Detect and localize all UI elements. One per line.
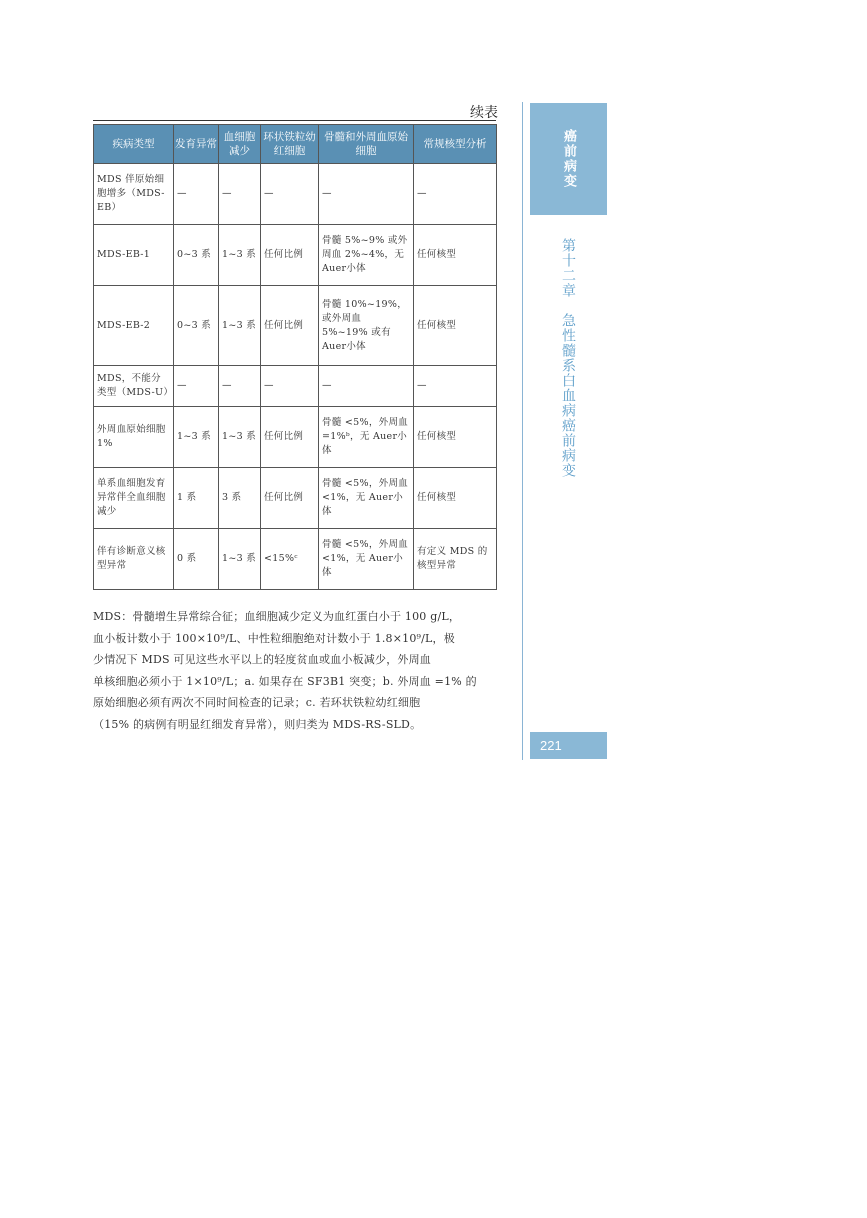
- cell-dysplasia: 1 系: [174, 468, 219, 529]
- cell-blasts: 骨髓 5%~9% 或外周血 2%~4%，无 Auer小体: [319, 225, 414, 286]
- cell-blasts: 骨髓 <5%，外周血 <1%，无 Auer小体: [319, 468, 414, 529]
- table-footnotes: [93, 606, 496, 735]
- table-header-row: [94, 125, 497, 164]
- cell-ring-sideroblasts: 任何比例: [261, 468, 319, 529]
- cell-karyotype: —: [414, 366, 497, 407]
- cell-cytopenia: —: [219, 164, 261, 225]
- header-cytopenia: 血细胞减少: [219, 125, 261, 164]
- cell-disease-type: MDS-EB-1: [94, 225, 174, 286]
- cell-karyotype: 任何核型: [414, 468, 497, 529]
- cell-cytopenia: 1~3 系: [219, 225, 261, 286]
- header-disease-type: 疾病类型: [94, 125, 174, 164]
- cell-disease-type: MDS 伴原始细胞增多（MDS-EB）: [94, 164, 174, 225]
- cell-ring-sideroblasts: —: [261, 366, 319, 407]
- table-row: [94, 225, 497, 286]
- cell-blasts: —: [319, 164, 414, 225]
- table-row: [94, 366, 497, 407]
- table-row: [94, 529, 497, 590]
- chapter-title: 第十二章 急性髓系白血病癌前病变: [560, 238, 576, 478]
- footnote-line: 单核细胞必须小于 1×10⁹/L；a. 如果存在 SF3B1 突变；b. 外周血 =1% 的: [93, 674, 477, 688]
- cell-karyotype: 任何核型: [414, 225, 497, 286]
- cell-blasts: 骨髓 <5%，外周血 <1%，无 Auer小体: [319, 529, 414, 590]
- header-blasts: 骨髓和外周血原始细胞: [319, 125, 414, 164]
- cell-cytopenia: 3 系: [219, 468, 261, 529]
- header-ring-sideroblasts: 环状铁粒幼红细胞: [261, 125, 319, 164]
- table-row: [94, 164, 497, 225]
- cell-ring-sideroblasts: 任何比例: [261, 286, 319, 366]
- cell-blasts: 骨髓 <5%，外周血 =1%ᵇ，无 Auer小体: [319, 407, 414, 468]
- page-number: 221: [530, 732, 607, 759]
- continued-label: 续表: [470, 105, 498, 121]
- cell-dysplasia: —: [174, 366, 219, 407]
- cell-disease-type: MDS-EB-2: [94, 286, 174, 366]
- cell-disease-type: 单系血细胞发育异常伴全血细胞减少: [94, 468, 174, 529]
- mds-classification-table: [93, 124, 497, 590]
- cell-dysplasia: 0~3 系: [174, 286, 219, 366]
- footnote-line: 原始细胞必须有两次不同时间检查的记录；c. 若环状铁粒幼红细胞: [93, 696, 421, 709]
- cell-dysplasia: 0 系: [174, 529, 219, 590]
- margin-divider: [522, 102, 523, 760]
- header-dysplasia: 发育异常: [174, 125, 219, 164]
- header-karyotype: 常规核型分析: [414, 125, 497, 164]
- cell-ring-sideroblasts: 任何比例: [261, 407, 319, 468]
- footnote-line: 少情况下 MDS 可见这些水平以上的轻度贫血或血小板减少，外周血: [93, 653, 432, 666]
- table-row: [94, 407, 497, 468]
- cell-ring-sideroblasts: 任何比例: [261, 225, 319, 286]
- cell-karyotype: 任何核型: [414, 286, 497, 366]
- footnote-line: 血小板计数小于 100×10⁹/L、中性粒细胞绝对计数小于 1.8×10⁹/L，极: [93, 631, 455, 645]
- table-row: [94, 286, 497, 366]
- cell-disease-type: 伴有诊断意义核型异常: [94, 529, 174, 590]
- cell-disease-type: MDS，不能分类型（MDS-U）: [94, 366, 174, 407]
- cell-cytopenia: 1~3 系: [219, 286, 261, 366]
- cell-dysplasia: —: [174, 164, 219, 225]
- table-top-rule: [93, 120, 496, 121]
- section-tab-label: 癌前病变: [561, 129, 576, 189]
- section-tab: [530, 103, 607, 215]
- table-row: [94, 468, 497, 529]
- cell-ring-sideroblasts: —: [261, 164, 319, 225]
- cell-dysplasia: 1~3 系: [174, 407, 219, 468]
- cell-disease-type: 外周血原始细胞 1%: [94, 407, 174, 468]
- cell-blasts: 骨髓 10%~19%，或外周血 5%~19% 或有 Auer小体: [319, 286, 414, 366]
- cell-karyotype: —: [414, 164, 497, 225]
- cell-cytopenia: 1~3 系: [219, 407, 261, 468]
- footnote-line: MDS：骨髓增生异常综合征；血细胞减少定义为血红蛋白小于 100 g/L，: [93, 610, 461, 623]
- footnote-line: （15% 的病例有明显红细发育异常），则归类为 MDS-RS-SLD。: [93, 717, 422, 731]
- cell-dysplasia: 0~3 系: [174, 225, 219, 286]
- cell-ring-sideroblasts: <15%ᶜ: [261, 529, 319, 590]
- cell-cytopenia: —: [219, 366, 261, 407]
- cell-karyotype: 有定义 MDS 的核型异常: [414, 529, 497, 590]
- cell-karyotype: 任何核型: [414, 407, 497, 468]
- cell-blasts: —: [319, 366, 414, 407]
- cell-cytopenia: 1~3 系: [219, 529, 261, 590]
